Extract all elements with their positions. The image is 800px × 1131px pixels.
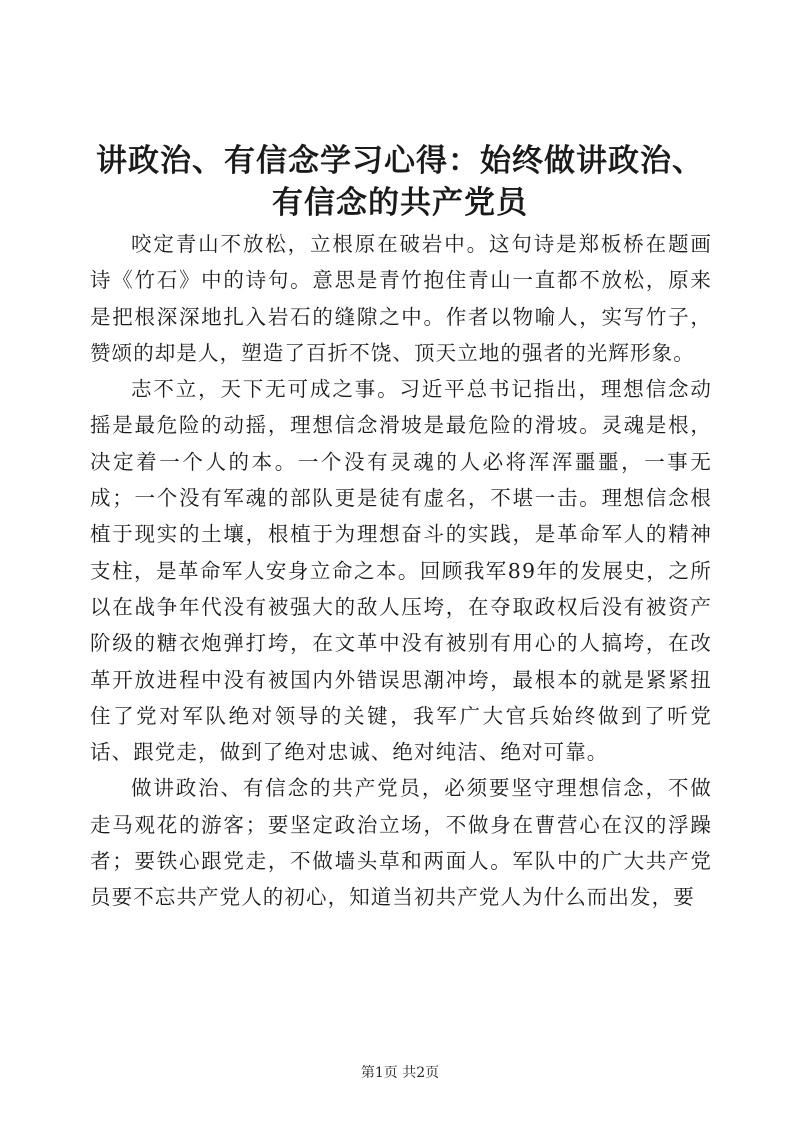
document-title: 讲政治、有信念学习心得：始终做讲政治、有信念的共产党员 <box>96 143 704 221</box>
page-indicator: 第1页 共2页 <box>360 1065 440 1081</box>
paragraph-2: 志不立，天下无可成之事。习近平总书记指出，理想信念动摇是最危险的动摇，理想信念滑坡是最危险的滑坡。灵魂是根，决定着一个人的本。一个没有灵魂的人必将浑浑噩噩，一事无成；一个没有军魂的部队更是徒有虚名，不堪一击。理想信念根植于现实的土壤，根植于为理想奋斗的实践，是革命军人的精神支柱，是革命军人安身立命之本。回顾我军89年的发展史，之所以在战争年代没有被强大的敌人压垮，在夺取政权后没有被资产阶级的糖衣炮弹打垮，在文革中没有被别有用心的人搞垮，在改革开放进程中没有被国内外错误思潮冲垮，最根本的就是紧紧扭住了党对军队绝对领导的关键，我军广大官兵始终做到了听党话、跟党走，做到了绝对忠诚、绝对纯洁、绝对可靠。 <box>90 377 712 765</box>
page-footer <box>0 1062 800 1082</box>
paragraph-1: 咬定青山不放松，立根原在破岩中。这句诗是郑板桥在题画诗《竹石》中的诗句。意思是青竹抱住青山一直都不放松，原来是把根深深地扎入岩石的缝隙之中。作者以物喻人，实写竹子，赞颂的却是人，塑造了百折不饶、顶天立地的强者的光辉形象。 <box>90 232 712 365</box>
document-body <box>90 226 712 916</box>
paragraph-3: 做讲政治、有信念的共产党员，必须要坚守理想信念，不做走马观花的游客；要坚定政治立场，不做身在曹营心在汉的浮躁者；要铁心跟党走，不做墙头草和两面人。军队中的广大共产党员要不忘共产党人的初心，知道当初共产党人为什么而出发，要 <box>90 776 712 910</box>
